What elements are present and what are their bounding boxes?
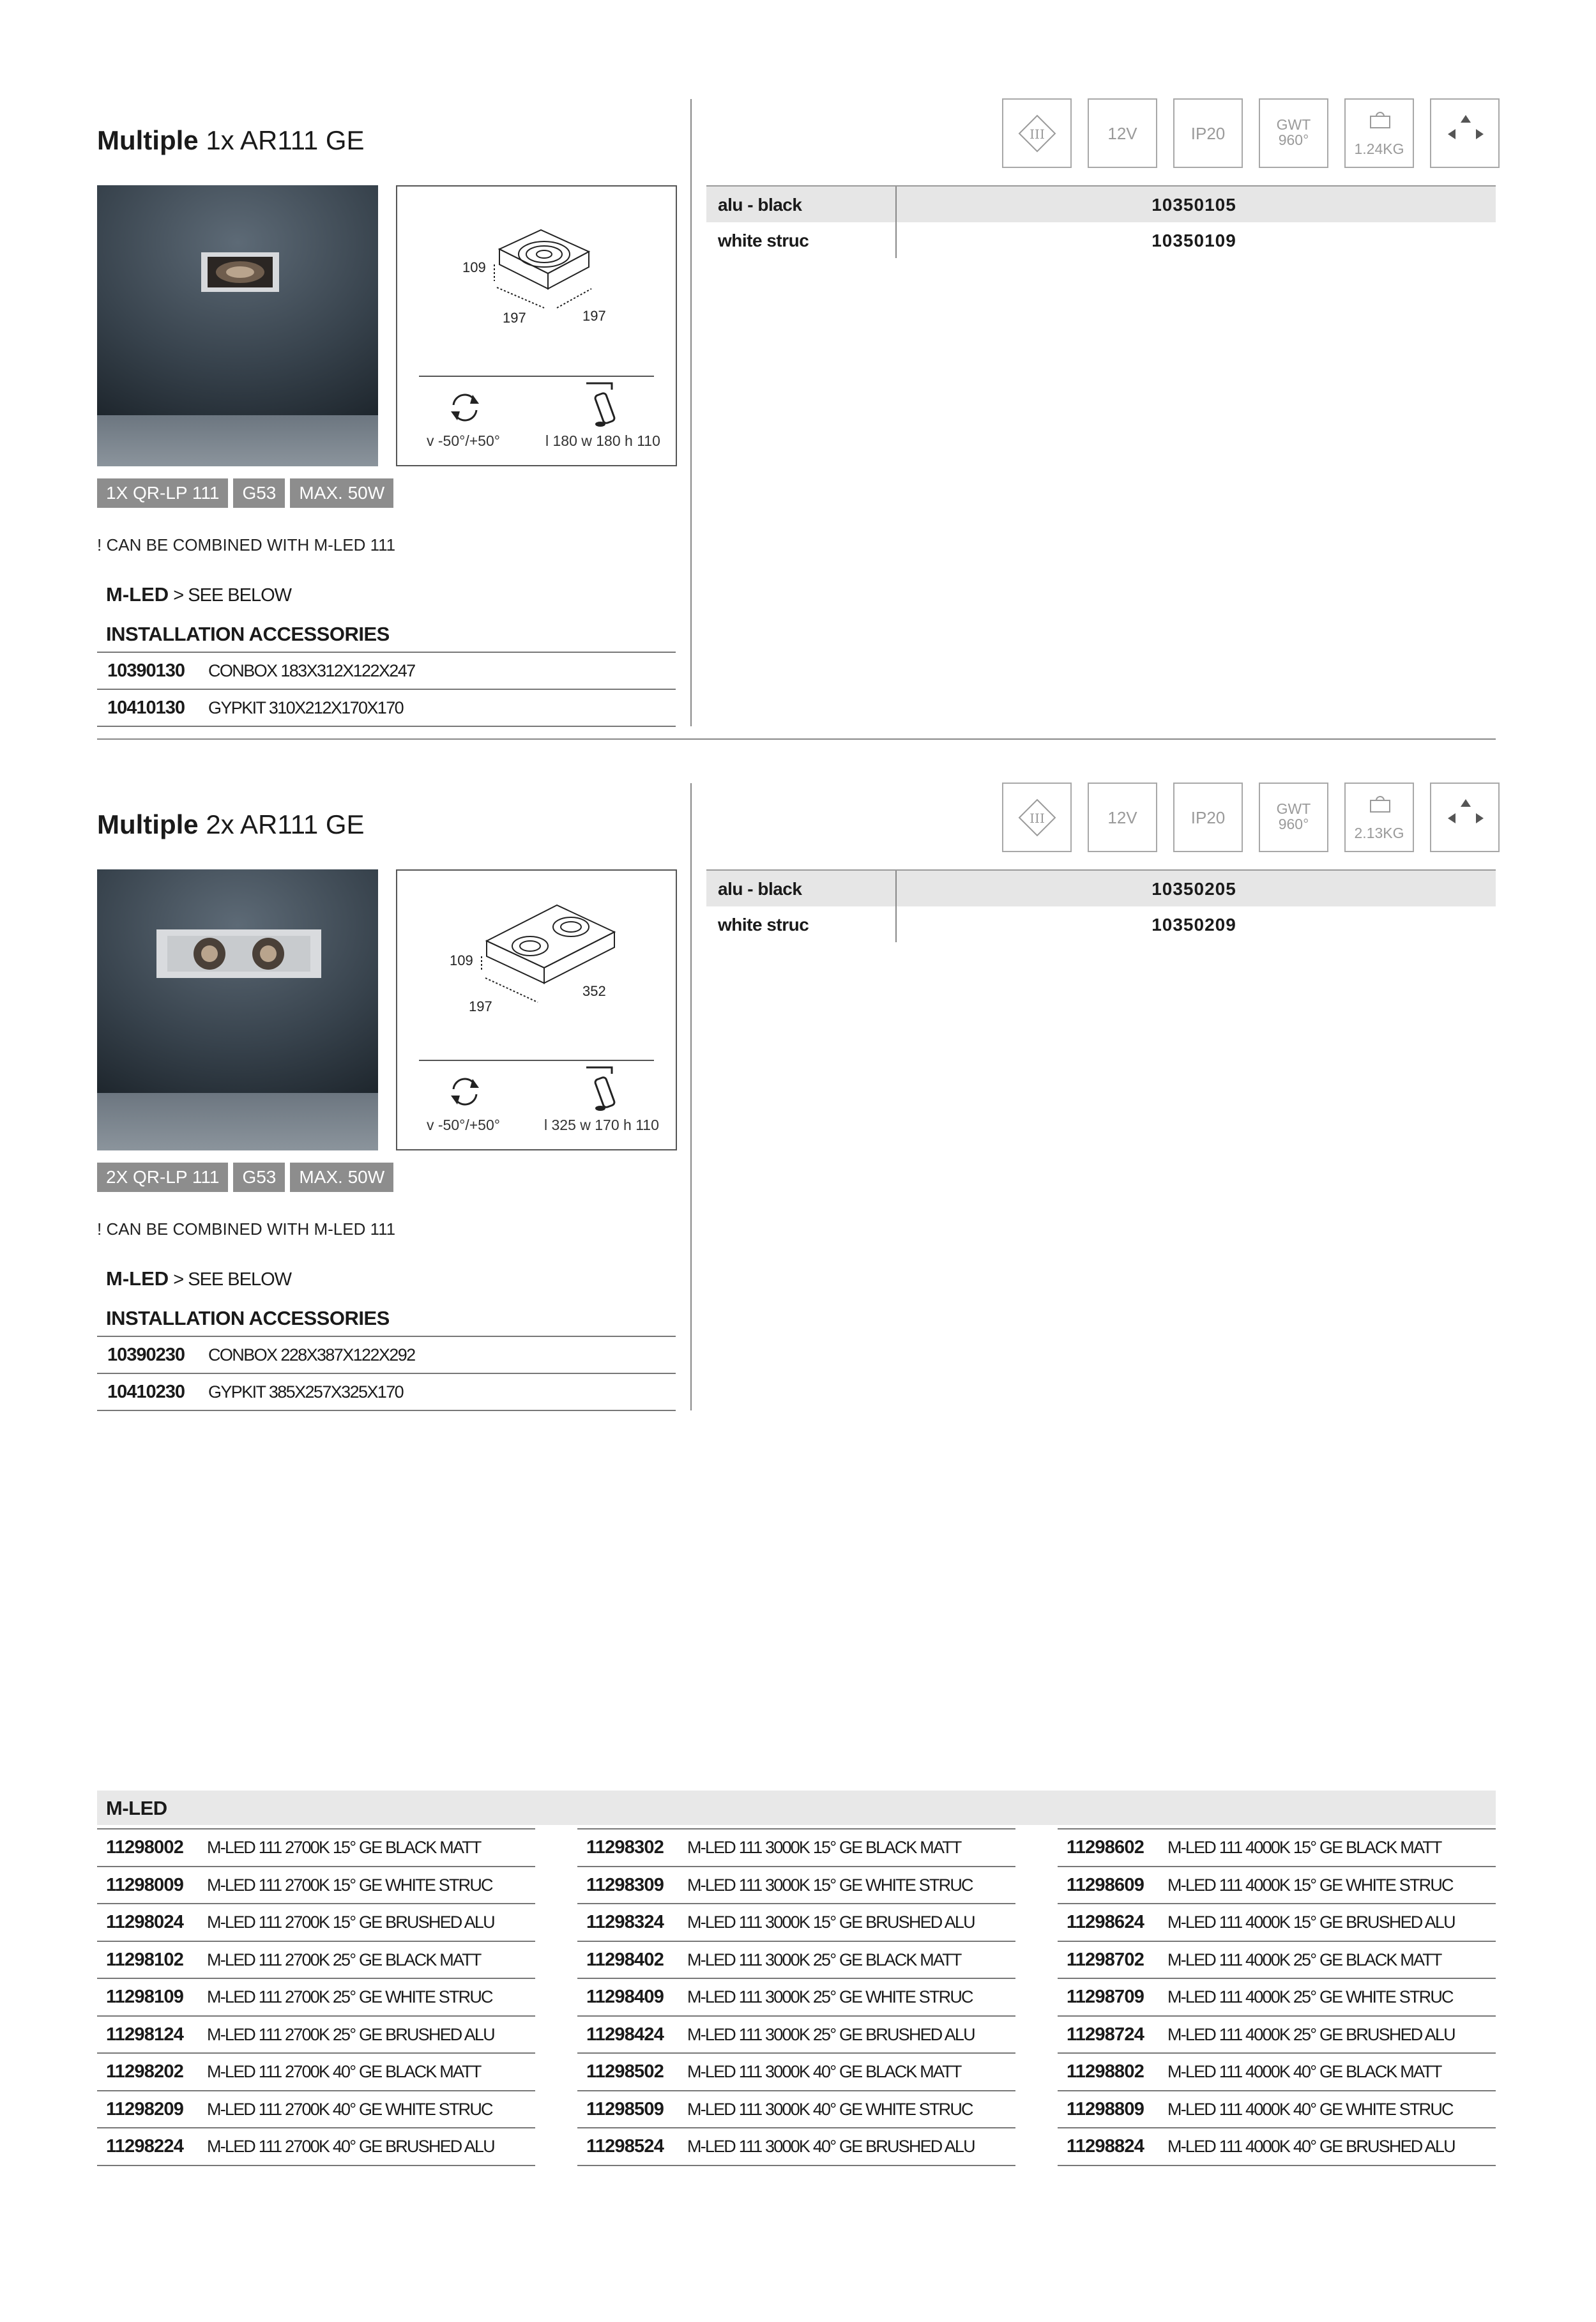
table-row: 11298302 M-LED 111 3000K 15° GE BLACK MATT: [577, 1829, 1015, 1867]
table-row: 11298502 M-LED 111 3000K 40° GE BLACK MATT: [577, 2054, 1015, 2091]
adjustable-arrows-icon: [1430, 98, 1500, 168]
lamp-badge: 2X QR-LP 111: [97, 1163, 228, 1192]
table-row: 11298602 M-LED 111 4000K 15° GE BLACK MATT: [1058, 1829, 1496, 1867]
table-row: 11298324 M-LED 111 3000K 15° GE BRUSHED ALU: [577, 1904, 1015, 1942]
svg-text:197: 197: [469, 998, 492, 1014]
voltage-icon: 12V: [1088, 98, 1157, 168]
svg-text:109: 109: [462, 259, 486, 275]
mled-column-4000k: [1058, 1828, 1496, 2166]
property-icons: [1002, 98, 1500, 168]
combine-note: ! CAN BE COMBINED WITH M-LED 111: [97, 535, 396, 554]
table-row: 11298809 M-LED 111 4000K 40° GE WHITE STRUC: [1058, 2091, 1496, 2129]
table-row: 11298509 M-LED 111 3000K 40° GE WHITE STRUC: [577, 2091, 1015, 2129]
product-title: Multiple 2x AR111 GE: [97, 809, 365, 839]
table-row: 11298124 M-LED 111 2700K 25° GE BRUSHED ALU: [97, 2017, 535, 2054]
spec-badges: [97, 478, 393, 508]
property-icons: [1002, 783, 1500, 852]
table-row: 11298309 M-LED 111 3000K 15° GE WHITE STRUC: [577, 1867, 1015, 1905]
table-row: 11298009 M-LED 111 2700K 15° GE WHITE STRUC: [97, 1867, 535, 1905]
product-photo: [97, 185, 378, 466]
accessories-title: INSTALLATION ACCESSORIES: [106, 1307, 390, 1329]
svg-text:197: 197: [582, 308, 606, 324]
socket-badge: G53: [233, 1163, 285, 1192]
table-row: 11298209 M-LED 111 2700K 40° GE WHITE STRUC: [97, 2091, 535, 2129]
socket-badge: G53: [233, 478, 285, 508]
table-row: 11298402 M-LED 111 3000K 25° GE BLACK MATT: [577, 1942, 1015, 1980]
svg-text:III: III: [1030, 811, 1045, 826]
technical-drawing: [396, 185, 677, 466]
product-photo: [97, 869, 378, 1150]
variant-row: white struc 10350109: [718, 231, 1236, 250]
variant-table: [706, 869, 1496, 942]
table-row: 11298824 M-LED 111 4000K 40° GE BRUSHED ALU: [1058, 2128, 1496, 2166]
rotate-icon: [446, 1074, 484, 1110]
spotlight-icon: [582, 1062, 621, 1113]
table-row: 11298802 M-LED 111 4000K 40° GE BLACK MATT: [1058, 2054, 1496, 2091]
svg-text:352: 352: [582, 983, 606, 999]
svg-text:197: 197: [503, 310, 526, 326]
cutout-dimensions: l 180 w 180 h 110: [545, 432, 660, 449]
table-row: 11298109 M-LED 111 2700K 25° GE WHITE STRUC: [97, 1979, 535, 2017]
voltage-icon: 12V: [1088, 783, 1157, 852]
ip-rating-icon: IP20: [1173, 783, 1243, 852]
variant-row: alu - black 10350105: [706, 185, 1496, 222]
class-iii-icon: [1002, 783, 1072, 852]
weight-icon: 2.13KG: [1344, 783, 1414, 852]
table-row: 11298609 M-LED 111 4000K 15° GE WHITE STRUC: [1058, 1867, 1496, 1905]
combine-note: ! CAN BE COMBINED WITH M-LED 111: [97, 1219, 396, 1239]
rotate-icon: [446, 390, 484, 425]
table-row: 11298102 M-LED 111 2700K 25° GE BLACK MATT: [97, 1942, 535, 1980]
product-title: Multiple 1x AR111 GE: [97, 125, 365, 155]
variant-row: white struc 10350209: [718, 915, 1236, 935]
mled-column-3000k: [577, 1828, 1015, 2166]
mled-table-header: M-LED: [97, 1791, 1496, 1825]
accessory-row: 10410130 GYPKIT 310X212X170X170: [97, 690, 676, 727]
table-row: 11298724 M-LED 111 4000K 25° GE BRUSHED ALU: [1058, 2017, 1496, 2054]
wattage-badge: MAX. 50W: [290, 478, 393, 508]
class-iii-icon: [1002, 98, 1072, 168]
table-row: 11298709 M-LED 111 4000K 25° GE WHITE STRUC: [1058, 1979, 1496, 2017]
mled-column-2700k: [97, 1828, 535, 2166]
svg-text:109: 109: [450, 952, 473, 968]
adjustable-arrows-icon: [1430, 783, 1500, 852]
table-row: 11298024 M-LED 111 2700K 15° GE BRUSHED ALU: [97, 1904, 535, 1942]
lamp-badge: 1X QR-LP 111: [97, 478, 228, 508]
technical-drawing: [396, 869, 677, 1150]
spec-badges: [97, 1163, 393, 1192]
variant-table: [706, 185, 1496, 258]
variant-row: alu - black 10350205: [706, 869, 1496, 906]
accessory-row: 10410230 GYPKIT 385X257X325X170: [97, 1374, 676, 1411]
tilt-angle: v -50°/+50°: [427, 1117, 500, 1133]
tilt-angle: v -50°/+50°: [427, 432, 500, 449]
table-row: 11298202 M-LED 111 2700K 40° GE BLACK MATT: [97, 2054, 535, 2091]
glow-wire-icon: GWT 960°: [1259, 98, 1328, 168]
table-row: 11298702 M-LED 111 4000K 25° GE BLACK MATT: [1058, 1942, 1496, 1980]
mled-reference[interactable]: M-LED > SEE BELOW: [106, 583, 292, 606]
weight-icon: 1.24KG: [1344, 98, 1414, 168]
spotlight-icon: [582, 378, 621, 429]
table-row: 11298409 M-LED 111 3000K 25° GE WHITE STRUC: [577, 1979, 1015, 2017]
table-row: 11298002 M-LED 111 2700K 15° GE BLACK MATT: [97, 1829, 535, 1867]
accessory-row: 10390230 CONBOX 228X387X122X292: [97, 1337, 676, 1374]
cutout-dimensions: l 325 w 170 h 110: [544, 1117, 659, 1133]
wattage-badge: MAX. 50W: [290, 1163, 393, 1192]
accessory-row: 10390130 CONBOX 183X312X122X247: [97, 653, 676, 690]
glow-wire-icon: GWT 960°: [1259, 783, 1328, 852]
accessories-title: INSTALLATION ACCESSORIES: [106, 623, 390, 645]
table-row: 11298524 M-LED 111 3000K 40° GE BRUSHED ALU: [577, 2128, 1015, 2166]
mled-reference[interactable]: M-LED > SEE BELOW: [106, 1267, 292, 1290]
ip-rating-icon: IP20: [1173, 98, 1243, 168]
svg-text:III: III: [1030, 126, 1045, 142]
table-row: 11298224 M-LED 111 2700K 40° GE BRUSHED ALU: [97, 2128, 535, 2166]
table-row: 11298424 M-LED 111 3000K 25° GE BRUSHED ALU: [577, 2017, 1015, 2054]
table-row: 11298624 M-LED 111 4000K 15° GE BRUSHED ALU: [1058, 1904, 1496, 1942]
